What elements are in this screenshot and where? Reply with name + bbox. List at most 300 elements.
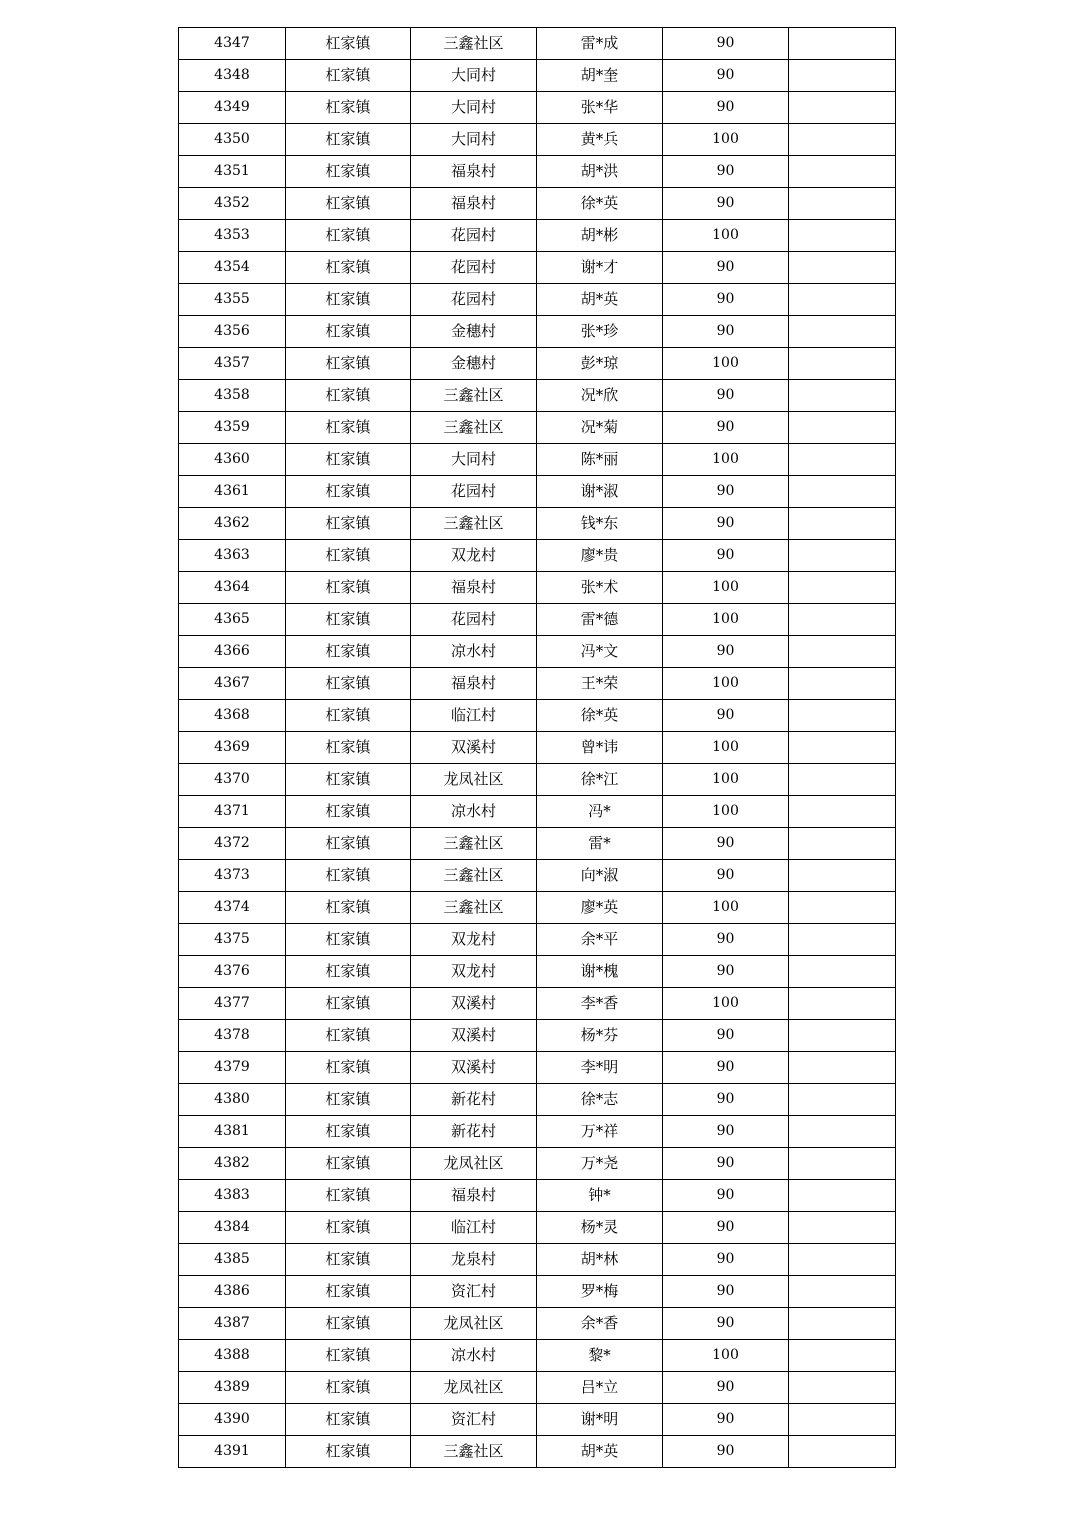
amount-cell: 90 — [663, 1148, 789, 1180]
serial-number-cell: 4349 — [179, 92, 286, 124]
town-cell: 杠家镇 — [286, 1308, 411, 1340]
remark-cell — [789, 444, 896, 476]
amount-cell: 90 — [663, 828, 789, 860]
serial-number-cell: 4364 — [179, 572, 286, 604]
remark-cell — [789, 1276, 896, 1308]
remark-cell — [789, 412, 896, 444]
serial-number-cell: 4365 — [179, 604, 286, 636]
village-cell: 三鑫社区 — [411, 380, 537, 412]
serial-number-cell: 4352 — [179, 188, 286, 220]
remark-cell — [789, 1404, 896, 1436]
serial-number-cell: 4371 — [179, 796, 286, 828]
amount-cell: 90 — [663, 540, 789, 572]
village-cell: 龙凤社区 — [411, 1372, 537, 1404]
table-row — [179, 1020, 896, 1052]
table-row — [179, 28, 896, 60]
remark-cell — [789, 380, 896, 412]
town-cell: 杠家镇 — [286, 1180, 411, 1212]
amount-cell: 90 — [663, 252, 789, 284]
remark-cell — [789, 668, 896, 700]
roster-table-body — [179, 28, 896, 1468]
amount-cell: 90 — [663, 284, 789, 316]
serial-number-cell: 4391 — [179, 1436, 286, 1468]
serial-number-cell: 4378 — [179, 1020, 286, 1052]
serial-number-cell: 4354 — [179, 252, 286, 284]
remark-cell — [789, 220, 896, 252]
remark-cell — [789, 572, 896, 604]
town-cell: 杠家镇 — [286, 92, 411, 124]
town-cell: 杠家镇 — [286, 348, 411, 380]
town-cell: 杠家镇 — [286, 1404, 411, 1436]
town-cell: 杠家镇 — [286, 188, 411, 220]
person-name-cell: 况*菊 — [537, 412, 663, 444]
person-name-cell: 吕*立 — [537, 1372, 663, 1404]
amount-cell: 90 — [663, 316, 789, 348]
table-row — [179, 860, 896, 892]
table-row — [179, 540, 896, 572]
village-cell: 福泉村 — [411, 1180, 537, 1212]
town-cell: 杠家镇 — [286, 444, 411, 476]
serial-number-cell: 4355 — [179, 284, 286, 316]
person-name-cell: 钟* — [537, 1180, 663, 1212]
amount-cell: 90 — [663, 1436, 789, 1468]
remark-cell — [789, 1436, 896, 1468]
amount-cell: 90 — [663, 28, 789, 60]
amount-cell: 100 — [663, 668, 789, 700]
table-row — [179, 188, 896, 220]
person-name-cell: 雷*德 — [537, 604, 663, 636]
serial-number-cell: 4360 — [179, 444, 286, 476]
remark-cell — [789, 540, 896, 572]
table-row — [179, 924, 896, 956]
village-cell: 三鑫社区 — [411, 28, 537, 60]
town-cell: 杠家镇 — [286, 924, 411, 956]
person-name-cell: 胡*彬 — [537, 220, 663, 252]
person-name-cell: 杨*灵 — [537, 1212, 663, 1244]
town-cell: 杠家镇 — [286, 380, 411, 412]
amount-cell: 90 — [663, 1180, 789, 1212]
village-cell: 龙泉村 — [411, 1244, 537, 1276]
amount-cell: 100 — [663, 732, 789, 764]
table-row — [179, 1308, 896, 1340]
amount-cell: 100 — [663, 1340, 789, 1372]
remark-cell — [789, 796, 896, 828]
village-cell: 大同村 — [411, 92, 537, 124]
amount-cell: 90 — [663, 1276, 789, 1308]
village-cell: 三鑫社区 — [411, 412, 537, 444]
town-cell: 杠家镇 — [286, 956, 411, 988]
person-name-cell: 彭*琼 — [537, 348, 663, 380]
person-name-cell: 王*荣 — [537, 668, 663, 700]
serial-number-cell: 4372 — [179, 828, 286, 860]
table-row — [179, 1372, 896, 1404]
village-cell: 三鑫社区 — [411, 1436, 537, 1468]
remark-cell — [789, 92, 896, 124]
village-cell: 双龙村 — [411, 956, 537, 988]
amount-cell: 100 — [663, 572, 789, 604]
amount-cell: 100 — [663, 604, 789, 636]
village-cell: 金穗村 — [411, 348, 537, 380]
serial-number-cell: 4380 — [179, 1084, 286, 1116]
table-row — [179, 60, 896, 92]
serial-number-cell: 4366 — [179, 636, 286, 668]
roster-table — [178, 27, 896, 1468]
town-cell: 杠家镇 — [286, 1084, 411, 1116]
person-name-cell: 黄*兵 — [537, 124, 663, 156]
town-cell: 杠家镇 — [286, 1116, 411, 1148]
town-cell: 杠家镇 — [286, 796, 411, 828]
town-cell: 杠家镇 — [286, 220, 411, 252]
amount-cell: 100 — [663, 764, 789, 796]
village-cell: 福泉村 — [411, 572, 537, 604]
village-cell: 双龙村 — [411, 924, 537, 956]
table-row — [179, 412, 896, 444]
remark-cell — [789, 860, 896, 892]
remark-cell — [789, 1212, 896, 1244]
amount-cell: 100 — [663, 348, 789, 380]
remark-cell — [789, 828, 896, 860]
table-row — [179, 1084, 896, 1116]
table-row — [179, 380, 896, 412]
table-row — [179, 668, 896, 700]
town-cell: 杠家镇 — [286, 572, 411, 604]
town-cell: 杠家镇 — [286, 668, 411, 700]
village-cell: 龙凤社区 — [411, 1148, 537, 1180]
table-row — [179, 220, 896, 252]
amount-cell: 90 — [663, 188, 789, 220]
amount-cell: 100 — [663, 444, 789, 476]
town-cell: 杠家镇 — [286, 124, 411, 156]
serial-number-cell: 4384 — [179, 1212, 286, 1244]
remark-cell — [789, 508, 896, 540]
village-cell: 双溪村 — [411, 1052, 537, 1084]
town-cell: 杠家镇 — [286, 700, 411, 732]
village-cell: 双溪村 — [411, 1020, 537, 1052]
village-cell: 三鑫社区 — [411, 860, 537, 892]
town-cell: 杠家镇 — [286, 156, 411, 188]
table-row — [179, 764, 896, 796]
person-name-cell: 张*术 — [537, 572, 663, 604]
village-cell: 三鑫社区 — [411, 892, 537, 924]
town-cell: 杠家镇 — [286, 476, 411, 508]
village-cell: 福泉村 — [411, 156, 537, 188]
person-name-cell: 钱*东 — [537, 508, 663, 540]
remark-cell — [789, 1020, 896, 1052]
serial-number-cell: 4356 — [179, 316, 286, 348]
table-row — [179, 1340, 896, 1372]
table-row — [179, 1148, 896, 1180]
remark-cell — [789, 1308, 896, 1340]
table-row — [179, 476, 896, 508]
village-cell: 福泉村 — [411, 188, 537, 220]
serial-number-cell: 4390 — [179, 1404, 286, 1436]
village-cell: 双溪村 — [411, 732, 537, 764]
person-name-cell: 胡*英 — [537, 1436, 663, 1468]
serial-number-cell: 4385 — [179, 1244, 286, 1276]
table-row — [179, 316, 896, 348]
person-name-cell: 余*香 — [537, 1308, 663, 1340]
serial-number-cell: 4348 — [179, 60, 286, 92]
town-cell: 杠家镇 — [286, 508, 411, 540]
town-cell: 杠家镇 — [286, 604, 411, 636]
table-row — [179, 1052, 896, 1084]
town-cell: 杠家镇 — [286, 860, 411, 892]
amount-cell: 90 — [663, 1020, 789, 1052]
serial-number-cell: 4357 — [179, 348, 286, 380]
village-cell: 龙凤社区 — [411, 1308, 537, 1340]
town-cell: 杠家镇 — [286, 1244, 411, 1276]
table-row — [179, 956, 896, 988]
town-cell: 杠家镇 — [286, 252, 411, 284]
town-cell: 杠家镇 — [286, 1340, 411, 1372]
remark-cell — [789, 60, 896, 92]
serial-number-cell: 4351 — [179, 156, 286, 188]
person-name-cell: 万*祥 — [537, 1116, 663, 1148]
remark-cell — [789, 1180, 896, 1212]
village-cell: 资汇村 — [411, 1404, 537, 1436]
table-row — [179, 796, 896, 828]
person-name-cell: 胡*英 — [537, 284, 663, 316]
town-cell: 杠家镇 — [286, 284, 411, 316]
person-name-cell: 万*尧 — [537, 1148, 663, 1180]
serial-number-cell: 4386 — [179, 1276, 286, 1308]
remark-cell — [789, 764, 896, 796]
town-cell: 杠家镇 — [286, 636, 411, 668]
amount-cell: 90 — [663, 92, 789, 124]
serial-number-cell: 4383 — [179, 1180, 286, 1212]
table-row — [179, 604, 896, 636]
remark-cell — [789, 1372, 896, 1404]
village-cell: 花园村 — [411, 220, 537, 252]
person-name-cell: 张*珍 — [537, 316, 663, 348]
person-name-cell: 李*香 — [537, 988, 663, 1020]
serial-number-cell: 4382 — [179, 1148, 286, 1180]
person-name-cell: 雷* — [537, 828, 663, 860]
serial-number-cell: 4388 — [179, 1340, 286, 1372]
person-name-cell: 徐*志 — [537, 1084, 663, 1116]
table-row — [179, 892, 896, 924]
amount-cell: 90 — [663, 636, 789, 668]
village-cell: 花园村 — [411, 476, 537, 508]
serial-number-cell: 4370 — [179, 764, 286, 796]
remark-cell — [789, 1116, 896, 1148]
person-name-cell: 雷*成 — [537, 28, 663, 60]
serial-number-cell: 4347 — [179, 28, 286, 60]
remark-cell — [789, 156, 896, 188]
table-row — [179, 828, 896, 860]
village-cell: 花园村 — [411, 252, 537, 284]
remark-cell — [789, 732, 896, 764]
remark-cell — [789, 604, 896, 636]
table-row — [179, 508, 896, 540]
village-cell: 花园村 — [411, 604, 537, 636]
table-row — [179, 252, 896, 284]
remark-cell — [789, 892, 896, 924]
town-cell: 杠家镇 — [286, 316, 411, 348]
village-cell: 三鑫社区 — [411, 828, 537, 860]
table-row — [179, 348, 896, 380]
serial-number-cell: 4358 — [179, 380, 286, 412]
person-name-cell: 徐*英 — [537, 188, 663, 220]
person-name-cell: 谢*才 — [537, 252, 663, 284]
town-cell: 杠家镇 — [286, 28, 411, 60]
person-name-cell: 冯*文 — [537, 636, 663, 668]
person-name-cell: 谢*明 — [537, 1404, 663, 1436]
person-name-cell: 冯* — [537, 796, 663, 828]
amount-cell: 100 — [663, 892, 789, 924]
village-cell: 凉水村 — [411, 636, 537, 668]
serial-number-cell: 4362 — [179, 508, 286, 540]
amount-cell: 90 — [663, 380, 789, 412]
table-row — [179, 284, 896, 316]
person-name-cell: 况*欣 — [537, 380, 663, 412]
amount-cell: 100 — [663, 124, 789, 156]
amount-cell: 90 — [663, 860, 789, 892]
person-name-cell: 胡*林 — [537, 1244, 663, 1276]
serial-number-cell: 4369 — [179, 732, 286, 764]
amount-cell: 90 — [663, 1116, 789, 1148]
person-name-cell: 徐*英 — [537, 700, 663, 732]
village-cell: 大同村 — [411, 60, 537, 92]
remark-cell — [789, 316, 896, 348]
amount-cell: 90 — [663, 1372, 789, 1404]
amount-cell: 90 — [663, 1084, 789, 1116]
table-row — [179, 156, 896, 188]
village-cell: 双溪村 — [411, 988, 537, 1020]
serial-number-cell: 4361 — [179, 476, 286, 508]
remark-cell — [789, 284, 896, 316]
amount-cell: 100 — [663, 796, 789, 828]
person-name-cell: 徐*江 — [537, 764, 663, 796]
town-cell: 杠家镇 — [286, 1436, 411, 1468]
amount-cell: 90 — [663, 1308, 789, 1340]
person-name-cell: 黎* — [537, 1340, 663, 1372]
person-name-cell: 胡*奎 — [537, 60, 663, 92]
amount-cell: 90 — [663, 700, 789, 732]
remark-cell — [789, 1244, 896, 1276]
table-row — [179, 1436, 896, 1468]
person-name-cell: 余*平 — [537, 924, 663, 956]
remark-cell — [789, 924, 896, 956]
serial-number-cell: 4374 — [179, 892, 286, 924]
serial-number-cell: 4376 — [179, 956, 286, 988]
person-name-cell: 陈*丽 — [537, 444, 663, 476]
table-row — [179, 988, 896, 1020]
village-cell: 新花村 — [411, 1116, 537, 1148]
serial-number-cell: 4379 — [179, 1052, 286, 1084]
remark-cell — [789, 700, 896, 732]
table-row — [179, 732, 896, 764]
amount-cell: 90 — [663, 412, 789, 444]
remark-cell — [789, 188, 896, 220]
table-row — [179, 1116, 896, 1148]
village-cell: 临江村 — [411, 700, 537, 732]
serial-number-cell: 4350 — [179, 124, 286, 156]
table-row — [179, 92, 896, 124]
person-name-cell: 杨*芬 — [537, 1020, 663, 1052]
amount-cell: 90 — [663, 924, 789, 956]
town-cell: 杠家镇 — [286, 1148, 411, 1180]
serial-number-cell: 4375 — [179, 924, 286, 956]
village-cell: 凉水村 — [411, 796, 537, 828]
person-name-cell: 胡*洪 — [537, 156, 663, 188]
serial-number-cell: 4387 — [179, 1308, 286, 1340]
amount-cell: 90 — [663, 60, 789, 92]
remark-cell — [789, 1052, 896, 1084]
table-row — [179, 1404, 896, 1436]
serial-number-cell: 4389 — [179, 1372, 286, 1404]
village-cell: 新花村 — [411, 1084, 537, 1116]
table-row — [179, 636, 896, 668]
person-name-cell: 谢*淑 — [537, 476, 663, 508]
person-name-cell: 曾*讳 — [537, 732, 663, 764]
serial-number-cell: 4353 — [179, 220, 286, 252]
remark-cell — [789, 124, 896, 156]
amount-cell: 90 — [663, 508, 789, 540]
town-cell: 杠家镇 — [286, 828, 411, 860]
table-row — [179, 1212, 896, 1244]
village-cell: 福泉村 — [411, 668, 537, 700]
village-cell: 花园村 — [411, 284, 537, 316]
town-cell: 杠家镇 — [286, 1052, 411, 1084]
remark-cell — [789, 1084, 896, 1116]
amount-cell: 90 — [663, 1244, 789, 1276]
village-cell: 三鑫社区 — [411, 508, 537, 540]
person-name-cell: 向*淑 — [537, 860, 663, 892]
table-row — [179, 1276, 896, 1308]
amount-cell: 100 — [663, 220, 789, 252]
village-cell: 凉水村 — [411, 1340, 537, 1372]
remark-cell — [789, 956, 896, 988]
remark-cell — [789, 636, 896, 668]
town-cell: 杠家镇 — [286, 60, 411, 92]
village-cell: 资汇村 — [411, 1276, 537, 1308]
serial-number-cell: 4377 — [179, 988, 286, 1020]
table-row — [179, 572, 896, 604]
table-row — [179, 700, 896, 732]
remark-cell — [789, 348, 896, 380]
amount-cell: 100 — [663, 988, 789, 1020]
table-row — [179, 1180, 896, 1212]
serial-number-cell: 4368 — [179, 700, 286, 732]
person-name-cell: 廖*贵 — [537, 540, 663, 572]
town-cell: 杠家镇 — [286, 1212, 411, 1244]
serial-number-cell: 4373 — [179, 860, 286, 892]
amount-cell: 90 — [663, 1052, 789, 1084]
remark-cell — [789, 252, 896, 284]
serial-number-cell: 4359 — [179, 412, 286, 444]
village-cell: 临江村 — [411, 1212, 537, 1244]
village-cell: 双龙村 — [411, 540, 537, 572]
remark-cell — [789, 1340, 896, 1372]
person-name-cell: 谢*槐 — [537, 956, 663, 988]
serial-number-cell: 4363 — [179, 540, 286, 572]
town-cell: 杠家镇 — [286, 892, 411, 924]
village-cell: 大同村 — [411, 124, 537, 156]
town-cell: 杠家镇 — [286, 988, 411, 1020]
town-cell: 杠家镇 — [286, 412, 411, 444]
amount-cell: 90 — [663, 1212, 789, 1244]
table-row — [179, 1244, 896, 1276]
village-cell: 龙凤社区 — [411, 764, 537, 796]
town-cell: 杠家镇 — [286, 540, 411, 572]
person-name-cell: 罗*梅 — [537, 1276, 663, 1308]
town-cell: 杠家镇 — [286, 1372, 411, 1404]
amount-cell: 90 — [663, 1404, 789, 1436]
remark-cell — [789, 1148, 896, 1180]
remark-cell — [789, 476, 896, 508]
town-cell: 杠家镇 — [286, 764, 411, 796]
